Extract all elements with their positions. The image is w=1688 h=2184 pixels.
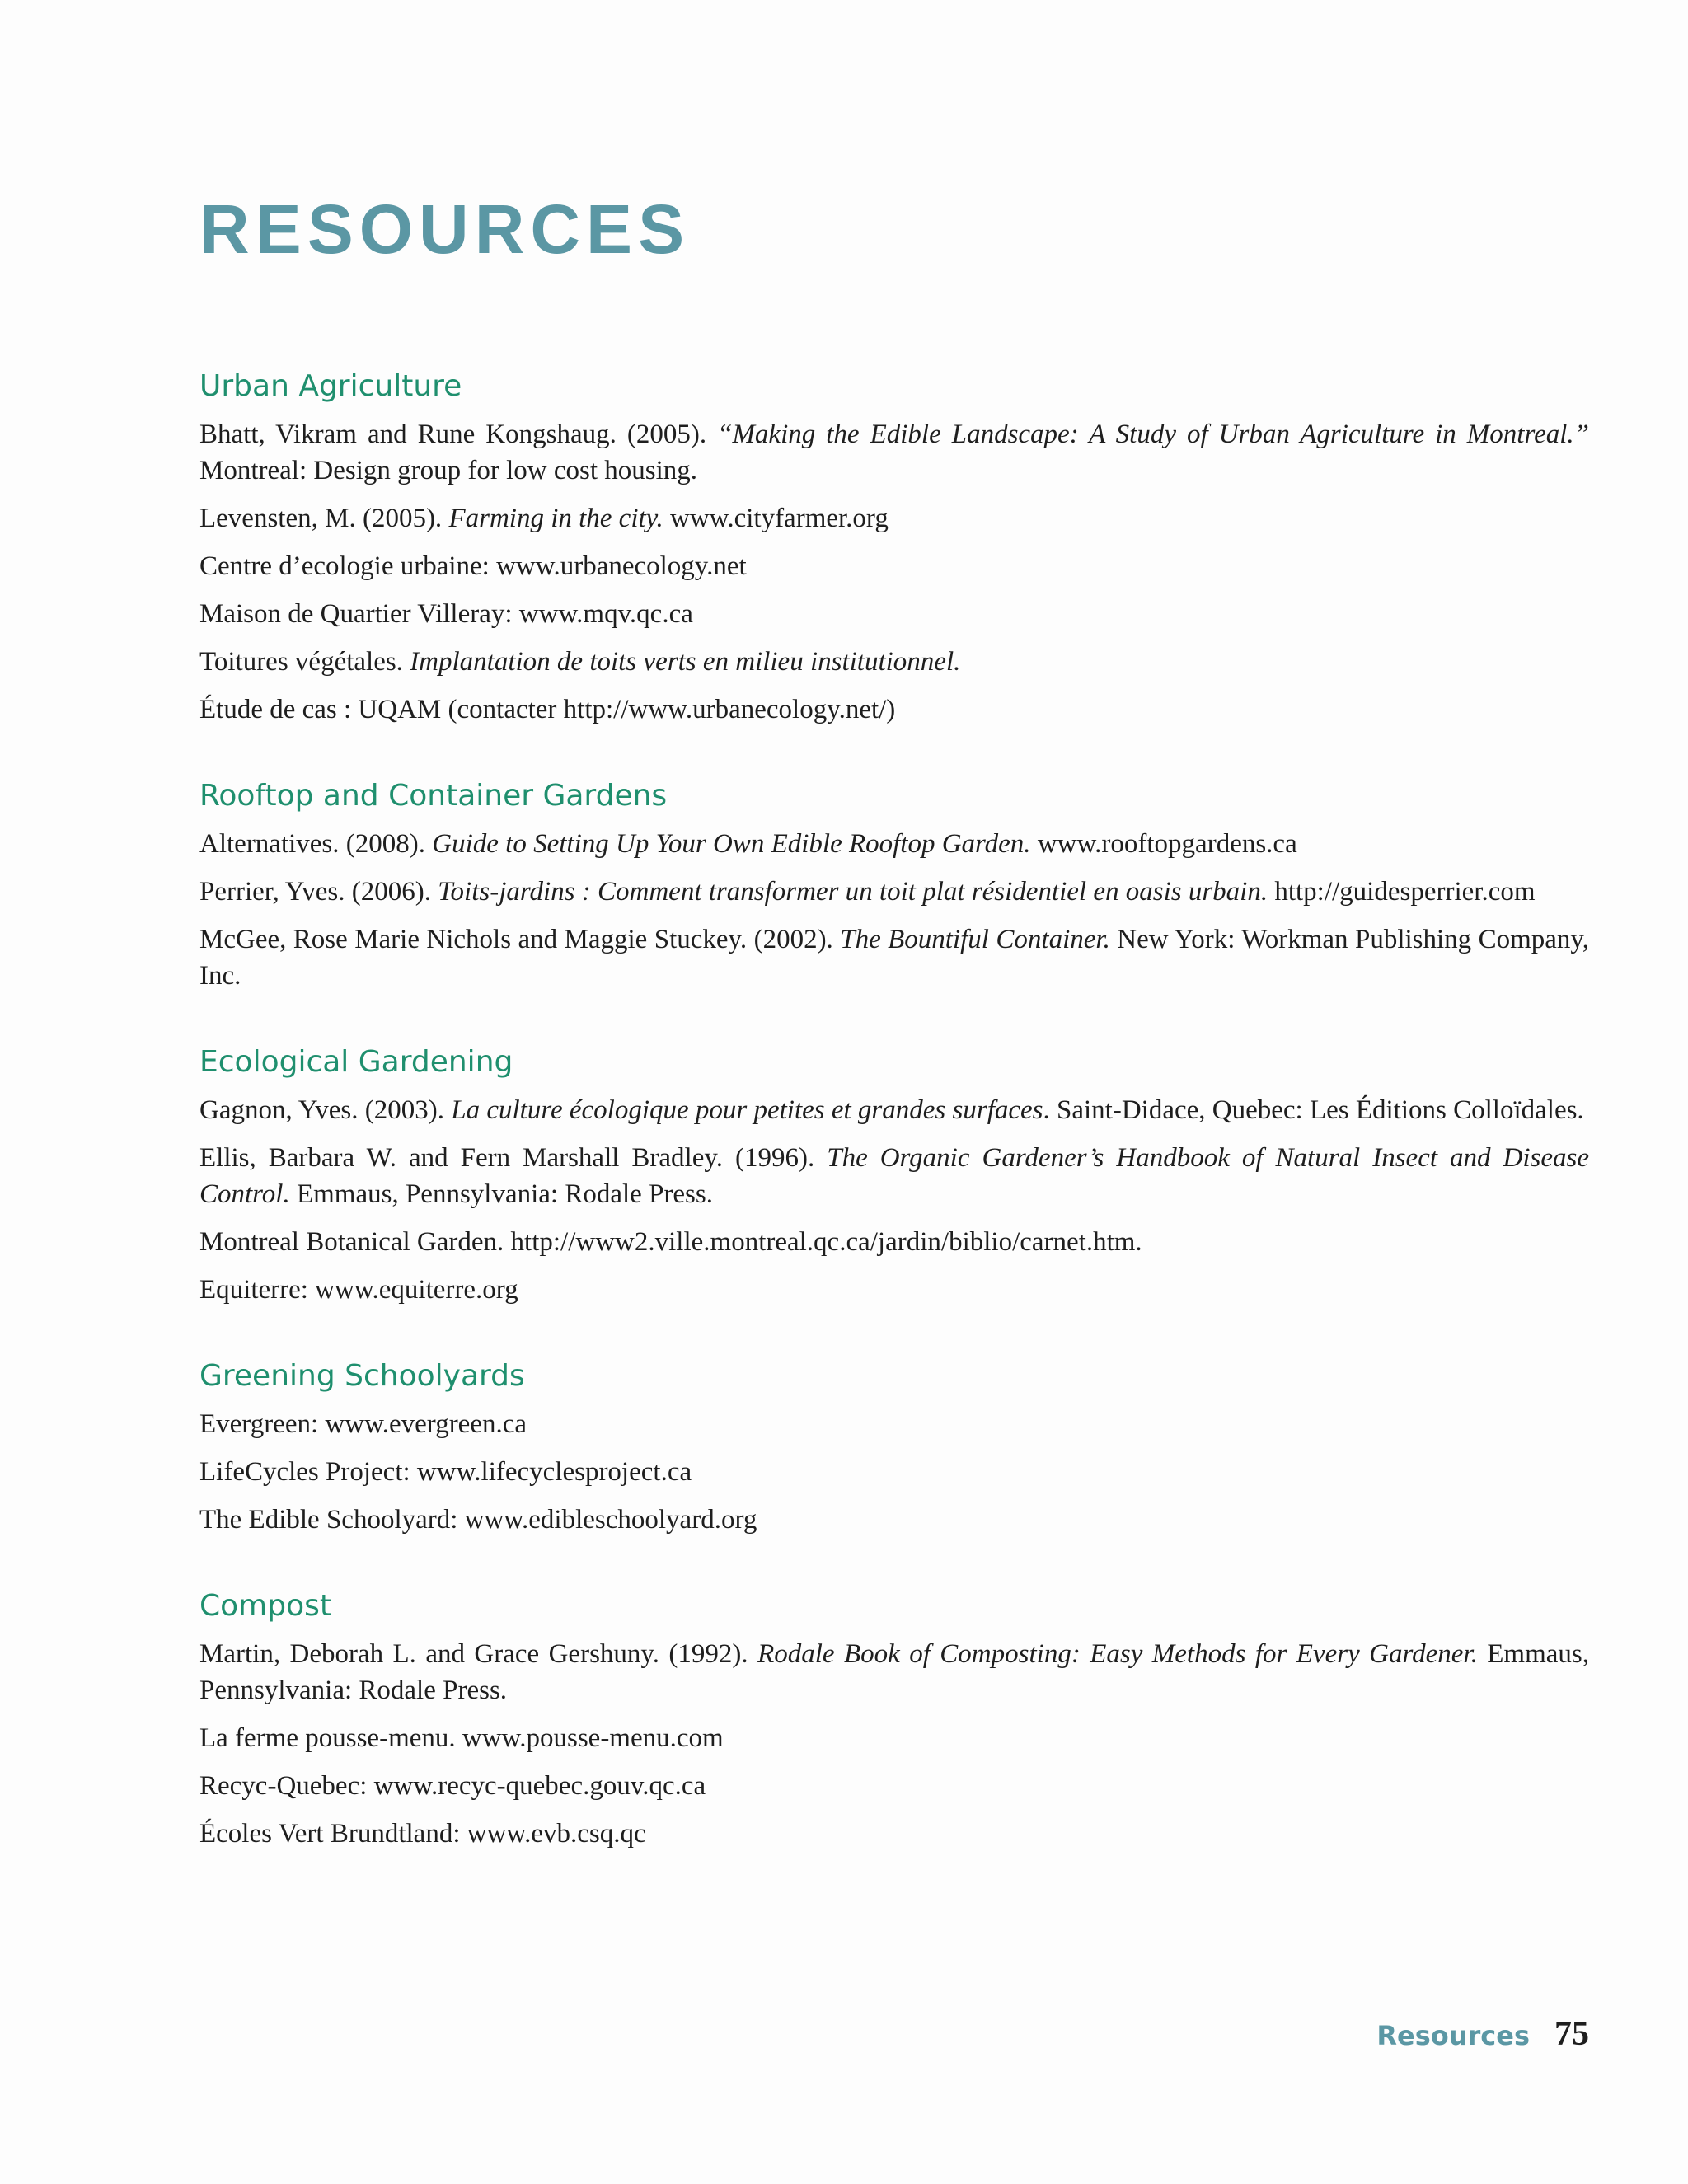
section-heading: Rooftop and Container Gardens [199, 779, 668, 813]
reference-text: Evergreen: www.evergreen.ca [199, 1409, 528, 1439]
reference-text: Martin, Deborah L. and Grace Gershuny. (1992). [199, 1639, 758, 1669]
reference-entry [199, 1768, 1589, 1804]
page-title: RESOURCES [199, 190, 691, 268]
reference-entry [199, 826, 1589, 862]
section-heading: Ecological Gardening [199, 1045, 513, 1079]
reference-text: Perrier, Yves. (2006). [199, 877, 438, 907]
resource-section [199, 368, 1589, 728]
resource-section [199, 1357, 1589, 1538]
reference-entry [199, 1636, 1589, 1708]
reference-title: The Organic Gardener’s Handbook of Natural Insect and Disease Control. [199, 1143, 1589, 1209]
reference-entry [199, 691, 1589, 728]
page-footer [1376, 2014, 1589, 2054]
reference-entry [199, 644, 1589, 680]
reference-text: Montreal Botanical Garden. http://www2.ville.montreal.qc.ca/jardin/biblio/carnet.htm. [199, 1227, 1142, 1257]
reference-text: La ferme pousse-menu. www.pousse-menu.com [199, 1723, 724, 1753]
reference-text: Bhatt, Vikram and Rune Kongshaug. (2005). [199, 419, 718, 449]
reference-text: Centre d’ecologie urbaine: www.urbanecology.net [199, 551, 747, 581]
reference-entry [199, 1272, 1589, 1308]
reference-text: McGee, Rose Marie Nichols and Maggie Stuckey. (2002). [199, 925, 841, 954]
reference-entry [199, 416, 1589, 489]
section-heading: Urban Agriculture [199, 369, 462, 403]
reference-text: The Edible Schoolyard: www.edibleschoolyard.org [199, 1505, 757, 1535]
reference-entry [199, 1140, 1589, 1212]
resource-section [199, 1587, 1589, 1852]
reference-text: Alternatives. (2008). [199, 829, 433, 859]
reference-text: New York: Workman Publishing Company, Inc. [199, 925, 1590, 991]
resource-section [199, 1043, 1589, 1308]
reference-title: “Making the Edible Landscape: A Study of Urban Agriculture in Montreal.” [717, 419, 1590, 449]
reference-entry [199, 548, 1589, 584]
reference-text: Emmaus, Pennsylvania: Rodale Press. [199, 1639, 1589, 1705]
reference-entry [199, 1816, 1589, 1852]
reference-entry [199, 874, 1589, 910]
reference-text: Toitures végétales. [199, 647, 410, 677]
reference-text: www.cityfarmer.org [663, 504, 889, 533]
reference-text: Montreal: Design group for low cost housing. [199, 456, 698, 485]
reference-text: http://guidesperrier.com [1268, 877, 1536, 907]
reference-entry [199, 1406, 1589, 1442]
reference-title: Farming in the city. [448, 504, 663, 533]
reference-title: Rodale Book of Composting: Easy Methods for Every Gardener. [757, 1639, 1478, 1669]
resource-section [199, 777, 1589, 994]
reference-entry [199, 1502, 1589, 1538]
section-heading: Compost [199, 1589, 331, 1623]
footer-section-label: Resources [1376, 2020, 1530, 2051]
page-number: 75 [1554, 2015, 1589, 2053]
reference-text: Étude de cas : UQAM (contacter http://www.urbanecology.net/) [199, 695, 896, 724]
reference-entry [199, 596, 1589, 632]
reference-text: Écoles Vert Brundtland: www.evb.csq.qc [199, 1819, 646, 1849]
reference-text: Recyc-Quebec: www.recyc-quebec.gouv.qc.ca [199, 1771, 706, 1801]
reference-entry [199, 1454, 1589, 1490]
reference-entry [199, 1224, 1589, 1260]
resource-list [199, 368, 1589, 1901]
section-heading: Greening Schoolyards [199, 1359, 525, 1393]
reference-text: www.rooftopgardens.ca [1030, 829, 1297, 859]
reference-text: . Saint-Didace, Quebec: Les Éditions Colloïdales. [1043, 1095, 1584, 1125]
reference-title: Implantation de toits verts en milieu institutionnel. [410, 647, 961, 677]
reference-text: Gagnon, Yves. (2003). [199, 1095, 452, 1125]
reference-title: The Bountiful Container. [840, 925, 1110, 954]
reference-title: La culture écologique pour petites et grandes surfaces [451, 1095, 1043, 1125]
reference-text: Emmaus, Pennsylvania: Rodale Press. [289, 1179, 713, 1209]
reference-text: Levensten, M. (2005). [199, 504, 449, 533]
reference-entry [199, 921, 1589, 994]
reference-entry [199, 1720, 1589, 1756]
reference-text: LifeCycles Project: www.lifecyclesproject.ca [199, 1457, 692, 1487]
reference-title: Toits-jardins : Comment transformer un toit plat résidentiel en oasis urbain. [438, 877, 1268, 907]
reference-text: Maison de Quartier Villeray: www.mqv.qc.ca [199, 599, 693, 629]
reference-entry [199, 500, 1589, 537]
reference-text: Ellis, Barbara W. and Fern Marshall Bradley. (1996). [199, 1143, 828, 1173]
reference-entry [199, 1092, 1589, 1128]
reference-text: Equiterre: www.equiterre.org [199, 1275, 518, 1305]
reference-title: Guide to Setting Up Your Own Edible Rooftop Garden. [432, 829, 1031, 859]
